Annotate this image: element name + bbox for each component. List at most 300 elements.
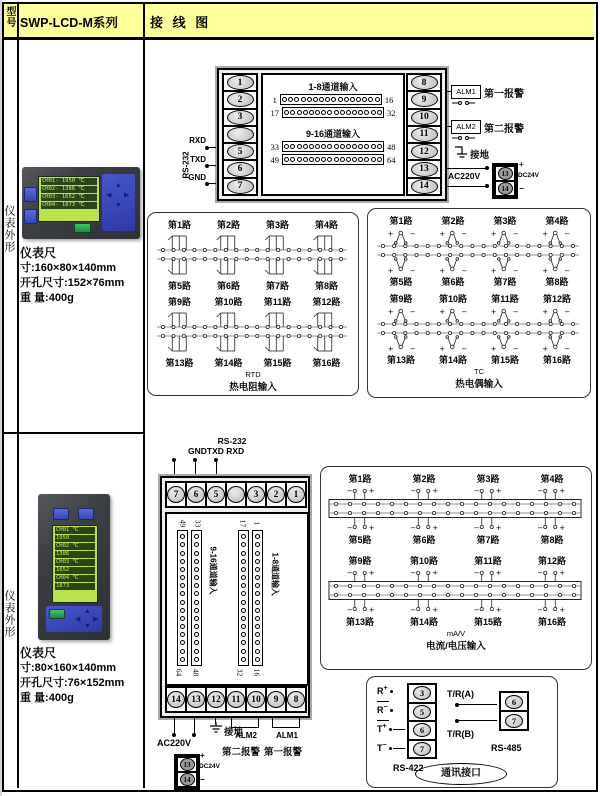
lcd-lines-2: CH02 ℃ xyxy=(55,543,95,550)
down-arrow-key: ▼ xyxy=(84,623,91,630)
channel-label: 第7路 xyxy=(265,281,289,291)
row1-spec-0: 仪表尺 xyxy=(20,246,57,260)
rtd-caption-small: RTD xyxy=(245,370,261,379)
svg-text:−: − xyxy=(346,487,353,495)
lcd-screen xyxy=(38,176,100,222)
svg-text:−: − xyxy=(409,308,416,316)
lcd-lines xyxy=(39,178,99,209)
svg-text:+: + xyxy=(439,308,446,316)
lcd-lines-1: CH02- 1386 ℃ xyxy=(41,186,97,193)
terminal-12: 12 xyxy=(411,144,438,159)
dc-plus-bottom: + xyxy=(200,751,205,760)
header-wiring-title: 接 线 图 xyxy=(150,15,212,30)
contact-symbol xyxy=(452,134,476,141)
alarm2-label: 第二报警 xyxy=(484,124,524,135)
svg-text:−: − xyxy=(410,487,417,495)
svg-text:+: + xyxy=(490,267,497,275)
strip-num: 49 xyxy=(178,519,188,528)
terminal-cell xyxy=(225,481,247,508)
rtd-wiring-band xyxy=(155,308,349,356)
strip-num: 32 xyxy=(235,668,245,677)
terminal-cell xyxy=(205,481,227,508)
header-model-label: 型号 xyxy=(4,6,15,28)
svg-text:+: + xyxy=(559,524,566,532)
strip-num-right: 16 xyxy=(384,94,394,105)
svg-text:+: + xyxy=(432,606,439,614)
mav-top-labels-2 xyxy=(328,554,584,567)
terminal-cell xyxy=(245,481,267,508)
channel-label: 第10路 xyxy=(214,297,243,307)
row2-spec-1: 寸:80×160×140mm xyxy=(20,662,117,674)
channel-label: 第14路 xyxy=(409,617,438,627)
lcd-lines-0: CH01 ℃ xyxy=(55,527,95,534)
front-button xyxy=(78,508,94,520)
channel-label: 第15路 xyxy=(490,355,519,365)
svg-text:−: − xyxy=(473,487,480,495)
svg-text:+: + xyxy=(559,569,566,577)
terminal-cell xyxy=(499,691,529,712)
instrument-photo-vertical xyxy=(38,494,110,640)
channel-panel-vertical xyxy=(165,512,309,686)
channel-label: 第10路 xyxy=(438,294,467,304)
ground-label-bottom: 接地 xyxy=(224,727,244,738)
svg-text:+: + xyxy=(490,308,497,316)
grid-line-row xyxy=(4,432,143,434)
svg-text:−: − xyxy=(461,308,468,316)
svg-text:+: + xyxy=(439,230,446,238)
terminal-8: 8 xyxy=(287,691,305,708)
terminal-blank xyxy=(227,486,245,503)
svg-text:+: + xyxy=(387,345,394,353)
terminal-10: 10 xyxy=(247,691,265,708)
signal-sign: + xyxy=(382,723,387,730)
terminal-13: 13 xyxy=(180,758,195,771)
left-arrow-key: ◀ xyxy=(75,616,81,623)
gnd-lead xyxy=(207,183,216,184)
channel-label: 第2路 xyxy=(412,474,436,484)
svg-text:+: + xyxy=(542,308,549,316)
svg-text:−: − xyxy=(410,524,417,532)
comm-port-oval: 通讯接口 xyxy=(415,763,507,785)
channel-label: 第8路 xyxy=(540,535,564,545)
svg-text:−: − xyxy=(409,230,416,238)
channel-label: 第4路 xyxy=(540,474,564,484)
svg-text:−: − xyxy=(512,345,519,353)
green-button xyxy=(74,223,91,233)
channel-label: 第8路 xyxy=(314,281,338,291)
terminal-2: 2 xyxy=(267,486,285,503)
signal-letter: R xyxy=(377,705,384,715)
rear-terminal-diagram-top xyxy=(217,68,447,201)
rs422-signal-row xyxy=(377,704,405,723)
terminal-3: 3 xyxy=(227,110,254,125)
strip-num-left: 1 xyxy=(272,94,277,105)
group1-title: 1-8通道输入 xyxy=(308,82,358,92)
svg-text:−: − xyxy=(564,345,571,353)
mav-band-1 xyxy=(328,485,584,533)
terminal-dot-strip-v xyxy=(238,530,249,666)
channel-label: 第11路 xyxy=(474,556,502,566)
svg-text:−: − xyxy=(537,487,544,495)
ac-label: AC220V xyxy=(448,171,481,181)
channel-label: 第12路 xyxy=(537,556,566,566)
channel-label: 第3路 xyxy=(476,474,500,484)
terminal-cell xyxy=(407,739,437,760)
rs422-signal-row xyxy=(377,723,405,742)
front-button xyxy=(24,209,37,224)
svg-text:−: − xyxy=(473,524,480,532)
signal-letter: R xyxy=(377,686,384,696)
tc-band-1 xyxy=(375,227,583,275)
terminal-3: 3 xyxy=(247,486,265,503)
channel-label: 第7路 xyxy=(476,535,500,545)
svg-text:−: − xyxy=(410,606,417,614)
svg-text:+: + xyxy=(559,487,566,495)
svg-text:+: + xyxy=(542,345,549,353)
row2-specs xyxy=(20,646,142,706)
svg-text:−: − xyxy=(512,308,519,316)
strip-num-right: 32 xyxy=(387,107,396,118)
terminal-2: 2 xyxy=(227,92,254,107)
grid-line-col-b xyxy=(143,4,145,788)
row2-spec-0: 仪表尺 xyxy=(20,646,57,660)
top-terminal-row xyxy=(165,481,305,508)
svg-text:+: + xyxy=(387,308,394,316)
ac-lead-1 xyxy=(447,168,487,169)
svg-text:+: + xyxy=(495,487,502,495)
mav-caption-main: 电流/电压输入 xyxy=(426,641,486,652)
signal-sign: + xyxy=(383,685,388,692)
alm2-box: ALM2 xyxy=(451,120,481,134)
terminal-cell xyxy=(494,180,516,197)
comm-interface-diagram xyxy=(366,676,558,788)
terminal-9: 9 xyxy=(411,92,438,107)
lcd-lines-7: 1873 xyxy=(55,583,95,590)
gnd-label: GND xyxy=(188,173,206,182)
channel-label: 第1路 xyxy=(167,220,191,230)
strip-row-1 xyxy=(263,93,403,106)
terminal-7: 7 xyxy=(413,742,431,756)
channel-label: 第16路 xyxy=(312,358,341,368)
channel-label: 第3路 xyxy=(265,220,289,230)
terminal-13: 13 xyxy=(187,691,205,708)
svg-text:−: − xyxy=(409,267,416,275)
channel-label: 第11路 xyxy=(263,297,292,307)
ac-label-bottom: AC220V xyxy=(157,738,192,748)
terminal-cell xyxy=(285,686,307,713)
rxd-lead xyxy=(207,147,216,148)
lcd-screen xyxy=(52,525,98,603)
trb-label: T/R(B) xyxy=(447,729,474,739)
dc-label: DC24V xyxy=(518,172,539,179)
row2-side-label: 仪表外形 xyxy=(3,590,15,638)
mav-bottom-labels-2 xyxy=(328,615,584,628)
svg-text:−: − xyxy=(537,569,544,577)
strip-num-left: 49 xyxy=(270,154,279,165)
terminal-12: 12 xyxy=(207,691,225,708)
svg-text:−: − xyxy=(473,569,480,577)
channel-label: 第6路 xyxy=(412,535,436,545)
strip-row-4 xyxy=(263,153,403,166)
terminal-cell xyxy=(185,481,207,508)
terminal-7: 7 xyxy=(505,714,523,728)
left-arrow-key: ◀ xyxy=(106,192,112,199)
channel-label: 第5路 xyxy=(389,277,413,287)
lcd-lines xyxy=(53,527,97,590)
terminal-6: 6 xyxy=(413,723,431,737)
instrument-photo-horizontal xyxy=(22,167,140,239)
tc-band-2 xyxy=(375,305,583,353)
terminal-3: 3 xyxy=(413,686,431,700)
row1-spec xyxy=(20,246,142,306)
svg-text:+: + xyxy=(368,524,375,532)
terminal-6: 6 xyxy=(187,486,205,503)
strip-num: 48 xyxy=(191,668,201,677)
svg-text:+: + xyxy=(432,569,439,577)
terminal-dot-strip xyxy=(282,107,384,118)
svg-text:−: − xyxy=(564,267,571,275)
strip-row-2 xyxy=(263,106,403,119)
lcd-lines-5: 1652 xyxy=(55,567,95,574)
channel-label: 第6路 xyxy=(216,281,240,291)
channel-label: 第13路 xyxy=(386,355,415,365)
terminal-dot-strip-v xyxy=(177,530,188,666)
rs232-pins-label: GNDTXD RXD xyxy=(188,446,245,456)
strip-num: 1 xyxy=(252,521,262,526)
terminal-dot-strip-v xyxy=(252,530,263,666)
keypad-panel xyxy=(102,174,135,231)
svg-text:+: + xyxy=(542,267,549,275)
terminal-5: 5 xyxy=(207,486,225,503)
channel-label: 第2路 xyxy=(216,220,240,230)
right-terminal-column xyxy=(406,73,442,196)
channel-label: 第12路 xyxy=(542,294,571,304)
channel-label: 第13路 xyxy=(345,617,374,627)
row2-spec-2: 开孔尺寸:76×152mm xyxy=(20,677,125,689)
terminal-cell xyxy=(185,686,207,713)
svg-text:+: + xyxy=(368,487,375,495)
svg-text:−: − xyxy=(346,606,353,614)
tc-bottom-labels xyxy=(375,275,583,288)
svg-text:−: − xyxy=(537,524,544,532)
header-series: SWP-LCD-M系列 xyxy=(20,16,118,30)
rtd-band-2 xyxy=(155,308,351,356)
strip-num: 16 xyxy=(252,668,262,677)
front-button xyxy=(24,187,37,202)
terminal-cell xyxy=(245,686,267,713)
mav-band-2 xyxy=(328,567,584,615)
svg-text:−: − xyxy=(346,524,353,532)
svg-text:−: − xyxy=(512,230,519,238)
terminal-cell xyxy=(222,177,258,196)
terminal-cell xyxy=(225,686,247,713)
mav-input-diagram xyxy=(320,466,592,670)
channel-label: 第14路 xyxy=(438,355,467,365)
tc-caption-main: 热电偶输入 xyxy=(455,379,503,390)
dc-plus: + xyxy=(519,160,524,169)
terminal-cell xyxy=(285,481,307,508)
row1-side-label: 仪表外形 xyxy=(3,205,15,253)
terminal-dot-strip xyxy=(282,141,384,152)
terminal-cell xyxy=(265,686,287,713)
channel-label: 第5路 xyxy=(348,535,372,545)
rtd-caption-main: 热电阻输入 xyxy=(229,382,277,393)
terminal-cell xyxy=(205,686,227,713)
terminal-cell xyxy=(407,702,437,723)
row1-spec-2: 开孔尺寸:152×76mm xyxy=(20,277,125,289)
rs232-label: RS-232 xyxy=(181,151,191,179)
terminal-14: 14 xyxy=(411,179,438,194)
signal-letter: T xyxy=(377,724,383,734)
channel-label: 第9路 xyxy=(348,556,372,566)
terminal-14: 14 xyxy=(180,773,195,786)
svg-text:+: + xyxy=(490,345,497,353)
channel-label: 第16路 xyxy=(537,617,566,627)
alm1-label-bottom: ALM1 xyxy=(276,731,298,740)
strip-num-right: 64 xyxy=(387,154,396,165)
strip-num-left: 33 xyxy=(270,141,279,152)
channel-label: 第13路 xyxy=(165,358,194,368)
rtd-input-diagram xyxy=(147,212,359,396)
terminal-cell xyxy=(406,177,442,196)
alm1-box: ALM1 xyxy=(451,85,481,99)
rtd-bottom-labels xyxy=(155,279,351,292)
channel-label: 第12路 xyxy=(312,297,341,307)
strip-num-left: 17 xyxy=(270,107,279,118)
svg-text:+: + xyxy=(495,569,502,577)
right-arrow-key: ▶ xyxy=(124,192,130,199)
ac-lead-2 xyxy=(447,186,487,187)
channel-label: 第4路 xyxy=(545,216,569,226)
svg-text:−: − xyxy=(461,230,468,238)
svg-text:−: − xyxy=(461,267,468,275)
channel-label: 第7路 xyxy=(493,277,517,287)
alarm1-label: 第一报警 xyxy=(484,89,524,100)
tc-input-diagram xyxy=(367,208,591,398)
row2-spec xyxy=(20,646,142,706)
rs422-signal-row xyxy=(377,742,405,761)
right-strip-label: 1-8通道输入 xyxy=(270,552,280,597)
keypad-panel xyxy=(46,606,102,632)
svg-text:+: + xyxy=(490,230,497,238)
svg-text:−: − xyxy=(512,267,519,275)
rtd-caption xyxy=(155,370,351,393)
contact-symbol xyxy=(452,99,476,106)
left-terminal-column xyxy=(222,73,258,196)
rtd-top-labels xyxy=(155,218,351,231)
rs232-label-bottom: RS-232 xyxy=(217,436,247,446)
lcd-lines-3: 1386 xyxy=(55,551,95,558)
terminal-cell xyxy=(499,710,529,731)
tc-top-labels-2 xyxy=(375,292,583,305)
channel-label: 第16路 xyxy=(542,355,571,365)
signal-sign: − xyxy=(383,704,388,711)
terminal-10: 10 xyxy=(411,110,438,125)
lcd-lines-2: CH03- 1652 ℃ xyxy=(41,194,97,201)
terminal-cell xyxy=(407,720,437,741)
rtd-bottom-labels-2 xyxy=(155,356,351,369)
alarm2-label-bottom: 第二报警 xyxy=(222,747,261,758)
svg-text:−: − xyxy=(473,606,480,614)
alarm1-label-bottom: 第一报警 xyxy=(264,747,303,758)
svg-text:+: + xyxy=(432,487,439,495)
svg-text:+: + xyxy=(387,230,394,238)
terminal-9: 9 xyxy=(267,691,285,708)
ground-icon xyxy=(208,722,224,734)
rs485-label: RS-485 xyxy=(491,743,522,753)
mav-bottom-labels xyxy=(328,533,584,546)
terminal-11: 11 xyxy=(411,127,438,142)
terminal-dot-strip xyxy=(280,94,382,105)
terminal-dot-strip xyxy=(282,154,384,165)
bottom-terminal-row xyxy=(165,686,305,713)
channel-label: 第1路 xyxy=(348,474,372,484)
right-arrow-key: ▶ xyxy=(93,616,99,623)
tc-bottom-labels-2 xyxy=(375,353,583,366)
channel-label: 第1路 xyxy=(389,216,413,226)
rxd-label: RXD xyxy=(189,136,206,145)
txd-lead xyxy=(207,165,216,166)
tc-caption-small: TC xyxy=(474,367,484,376)
terminal-dot-strip-v xyxy=(191,530,202,666)
rs485-terminals xyxy=(499,691,529,731)
channel-panel xyxy=(261,73,405,196)
terminal-11: 11 xyxy=(227,691,245,708)
channel-label: 第15路 xyxy=(263,358,292,368)
channel-label: 第6路 xyxy=(441,277,465,287)
dc-label-bottom: DC24V xyxy=(199,763,220,770)
mav-wiring-band xyxy=(328,567,582,615)
lcd-lines-4: CH03 ℃ xyxy=(55,559,95,566)
lcd-lines-6: CH04 ℃ xyxy=(55,575,95,582)
svg-text:+: + xyxy=(368,606,375,614)
channel-label: 第10路 xyxy=(409,556,438,566)
channel-label: 第9路 xyxy=(167,297,191,307)
terminal-1: 1 xyxy=(227,75,254,90)
tra-label: T/R(A) xyxy=(447,689,474,699)
svg-text:+: + xyxy=(542,230,549,238)
strip-num: 64 xyxy=(174,668,184,677)
terminal-cell xyxy=(407,683,437,704)
ground-icon xyxy=(453,145,469,159)
signal-sign: − xyxy=(382,742,387,749)
terminal-blank xyxy=(227,127,254,142)
svg-text:+: + xyxy=(559,606,566,614)
rs422-terminals xyxy=(407,683,437,759)
svg-text:+: + xyxy=(439,345,446,353)
channel-label: 第11路 xyxy=(491,294,519,304)
svg-text:+: + xyxy=(368,569,375,577)
channel-label: 第2路 xyxy=(441,216,465,226)
channel-label: 第15路 xyxy=(473,617,502,627)
terminal-14: 14 xyxy=(167,691,185,708)
terminal-5: 5 xyxy=(227,144,254,159)
terminal-6: 6 xyxy=(227,162,254,177)
tc-caption xyxy=(375,367,583,390)
down-arrow-key: ▼ xyxy=(115,202,122,209)
green-button xyxy=(49,609,65,619)
channel-label: 第5路 xyxy=(167,281,191,291)
left-strip-label: 9-16通道输入 xyxy=(208,546,218,595)
rtd-top-labels-2 xyxy=(155,295,351,308)
terminal-14: 14 xyxy=(498,182,513,195)
svg-text:−: − xyxy=(409,345,416,353)
terminal-cell xyxy=(176,771,198,788)
signal-letter: T xyxy=(377,743,383,753)
up-arrow-key: ▲ xyxy=(84,608,91,615)
terminal-5: 5 xyxy=(413,705,431,719)
grid-line-col-a xyxy=(17,4,19,788)
